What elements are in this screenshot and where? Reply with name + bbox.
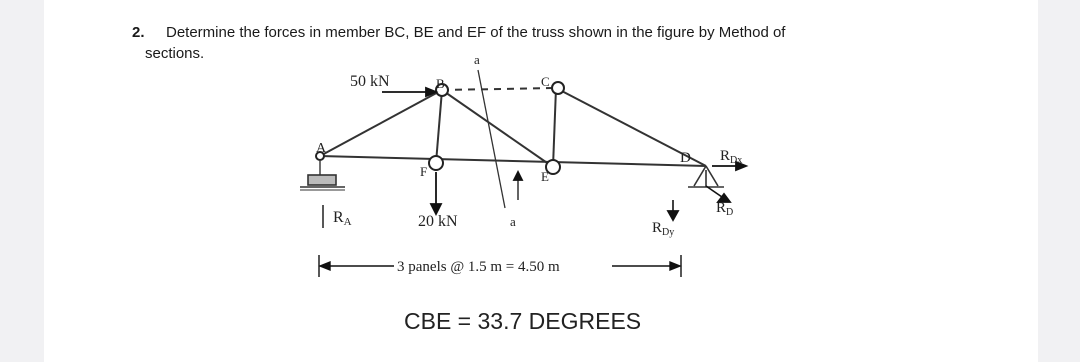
member-BF [436, 90, 442, 163]
node-D-label: D [680, 150, 691, 166]
node-E-label: E [541, 169, 549, 184]
reaction-A-label: RA [333, 209, 352, 228]
joint-F [429, 156, 443, 170]
question-text-line2: sections. [145, 45, 205, 62]
section-label-bottom: a [510, 214, 516, 229]
member-CE [553, 88, 556, 167]
reaction-Dy-label: $R_{Dy}$ [652, 220, 675, 238]
question-text-line1: Determine the forces in member BC, BE and EF of the truss shown in the figure by Method of [166, 24, 786, 41]
node-F-label: F [420, 164, 428, 179]
member-BE [442, 90, 553, 167]
load-50kN-label: 50 kN [350, 73, 390, 90]
support-A [300, 175, 345, 190]
section-label-top: a [474, 52, 480, 67]
reaction-D-label: $R_D$ [716, 200, 734, 218]
question-number: 2. [132, 24, 145, 41]
reaction-Dx-label: $R_{Dx}$ [720, 148, 743, 166]
node-C-label: C [541, 74, 550, 89]
node-A-label: A [316, 141, 327, 156]
section-cut-line [478, 70, 505, 208]
dimension-label: 3 panels @ 1.5 m = 4.50 m [397, 259, 560, 275]
angle-note: CBE = 33.7 DEGREES [404, 308, 642, 334]
member-BC [442, 88, 556, 90]
load-20kN-label: 20 kN [418, 213, 458, 230]
support-D [688, 166, 724, 187]
member-AB [320, 90, 442, 156]
node-B-label: B [436, 76, 445, 91]
joint-C [552, 82, 564, 94]
member-AD [320, 156, 706, 166]
